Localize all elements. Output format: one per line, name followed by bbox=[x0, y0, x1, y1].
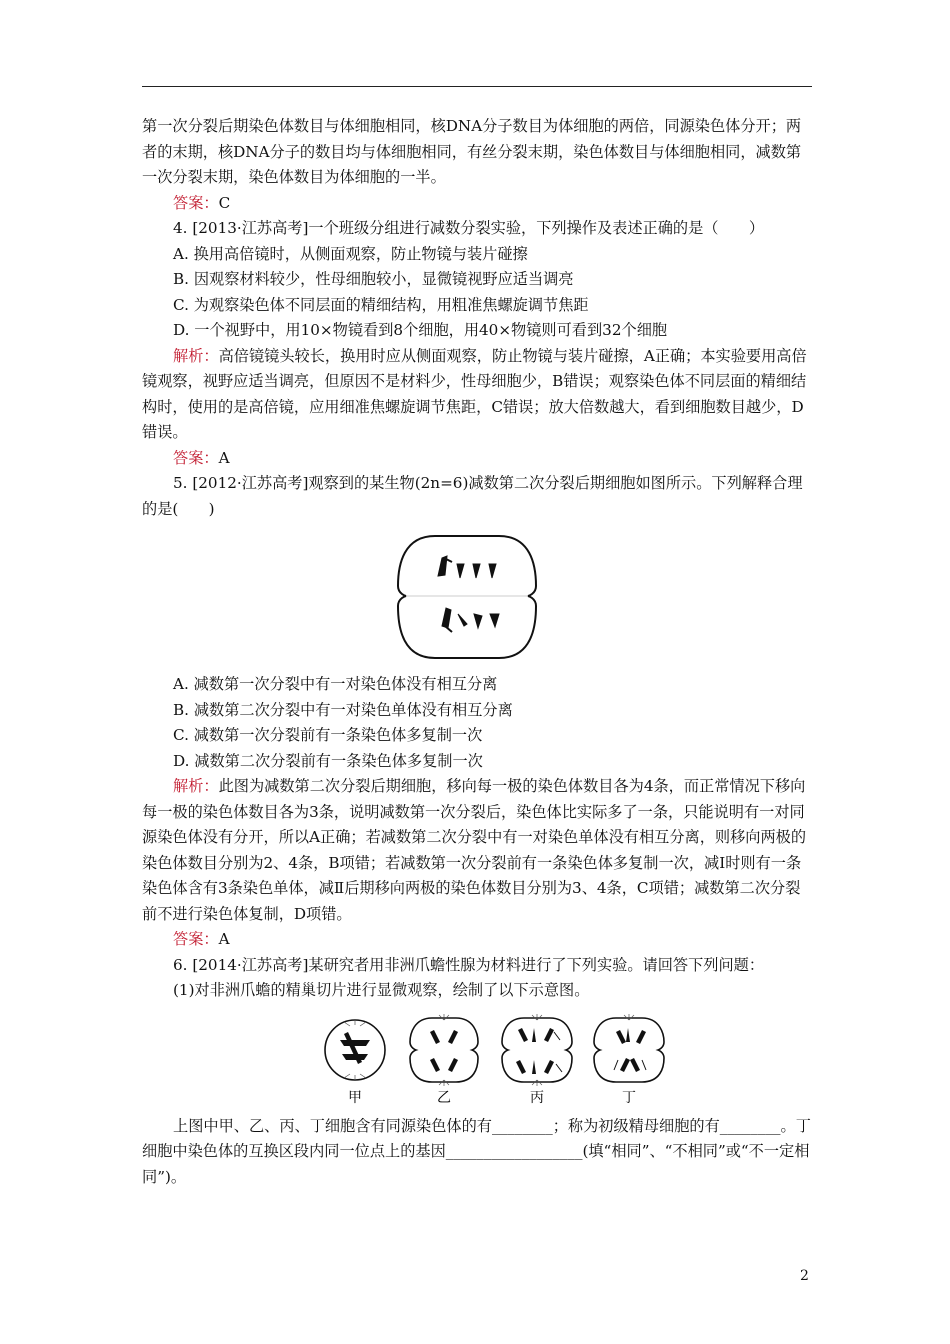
q4-analysis bbox=[142, 344, 812, 446]
analysis-text: 高倍镜镜头较长，换用时应从侧面观察，防止物镜与装片碰擦，A正确；本实验要用高倍镜观察，视野应适当调亮，但原因不是材料少，性母细胞少，B错误；观察染色体不同层面的精细结构时，使用的是高倍镜，应用细准焦螺旋调节焦距，C错误；放大倍数越大，看到细胞数目越少，D错误。 bbox=[142, 346, 807, 441]
answer-label: 答案： bbox=[173, 930, 219, 948]
cell-label-bing: 丙 bbox=[530, 1089, 544, 1106]
continued-analysis: 第一次分裂后期染色体数目与体细胞相同，核DNA分子数目为体细胞的两倍，同源染色体分开；两者的末期，核DNA分子的数目均与体细胞相同，有丝分裂末期，染色体数目与体细胞相同，减数第一次分裂末期，染色体数目为体细胞的一半。 bbox=[142, 117, 802, 186]
q6-stem: 6. [2014·江苏高考]某研究者用非洲爪蟾性腺为材料进行了下列实验。请回答下列问题： bbox=[173, 955, 765, 974]
q5-option-b: B. 减数第二次分裂中有一对染色单体没有相互分离 bbox=[173, 700, 513, 719]
answer-value: A bbox=[218, 930, 230, 948]
page-number: 2 bbox=[800, 1268, 809, 1284]
answer-value: C bbox=[218, 193, 231, 212]
answer-label: 答案： bbox=[173, 448, 219, 467]
header-rule bbox=[142, 86, 812, 87]
q4-option-d: D. 一个视野中，用10×物镜看到8个细胞，用40×物镜则可看到32个细胞 bbox=[173, 321, 668, 339]
q5-option-d: D. 减数第二次分裂前有一条染色体多复制一次 bbox=[173, 751, 483, 770]
q5-answer bbox=[142, 927, 812, 953]
cell-yi bbox=[410, 1014, 478, 1086]
cell-label-yi: 乙 bbox=[437, 1089, 451, 1106]
cell-label-jia: 甲 bbox=[348, 1089, 362, 1106]
answer-value: A bbox=[218, 448, 230, 467]
page-content bbox=[142, 114, 812, 1190]
answer-label: 答案： bbox=[173, 193, 219, 212]
q6-cell-figure bbox=[142, 1010, 812, 1110]
cell-jia bbox=[325, 1020, 385, 1080]
q4-option-b: B. 因观察材料较少，性母细胞较小，显微镜视野应适当调亮 bbox=[173, 270, 574, 288]
q6-sub1: (1)对非洲爪蟾的精巢切片进行显微观察，绘制了以下示意图。 bbox=[173, 981, 590, 999]
cell-ding bbox=[594, 1014, 664, 1082]
anaphase-cell-diagram bbox=[142, 528, 812, 664]
analysis-label: 解析： bbox=[173, 346, 219, 365]
q5-option-a: A. 减数第一次分裂中有一对染色体没有相互分离 bbox=[173, 675, 498, 693]
q4-stem: 4. [2013·江苏高考]一个班级分组进行减数分裂实验，下列操作及表述正确的是（ ） bbox=[173, 219, 765, 237]
cell-label-ding: 丁 bbox=[622, 1089, 636, 1106]
q4-option-a: A. 换用高倍镜时，从侧面观察，防止物镜与装片碰擦 bbox=[173, 244, 528, 263]
analysis-label: 解析： bbox=[173, 777, 219, 795]
spermatocyte-cells-diagram bbox=[142, 1010, 812, 1110]
cell-bing bbox=[502, 1014, 572, 1086]
q5-cell-figure bbox=[142, 528, 812, 664]
q5-analysis bbox=[142, 774, 812, 927]
q4-option-c: C. 为观察染色体不同层面的精细结构，用粗准焦螺旋调节焦距 bbox=[173, 295, 589, 314]
q4-answer bbox=[142, 446, 812, 472]
q5-stem: 5. [2012·江苏高考]观察到的某生物(2n=6)减数第二次分裂后期细胞如图所示。下列解释合理的是( ) bbox=[142, 474, 803, 518]
q5-option-c: C. 减数第一次分裂前有一条染色体多复制一次 bbox=[173, 726, 483, 744]
q3-answer bbox=[142, 191, 812, 217]
q6-question: 上图中甲、乙、丙、丁细胞含有同源染色体的有________；称为初级精母细胞的有________。丁细胞中染色体的互换区段内同一位点上的基因__________________(填“相同”、“不相同”或“不一定相同”)。 bbox=[142, 1116, 811, 1186]
analysis-text: 此图为减数第二次分裂后期细胞，移向每一极的染色体数目各为4条，而正常情况下移向每一极的染色体数目各为3条，说明减数第一次分裂后，染色体比实际多了一条，只能说明有一对同源染色体没有分开，所以A正确；若减数第二次分裂中有一对染色单体没有相互分离，则移向两极的染色体数目分别为2、4条，B项错；若减数第一次分裂前有一条染色体多复制一次，减Ⅰ时则有一条染色体含有3条染色单体，减Ⅱ后期移向两极的染色体数目分别为3、4条，C项错；减数第二次分裂前不进行染色体复制，D项错。 bbox=[142, 777, 807, 923]
